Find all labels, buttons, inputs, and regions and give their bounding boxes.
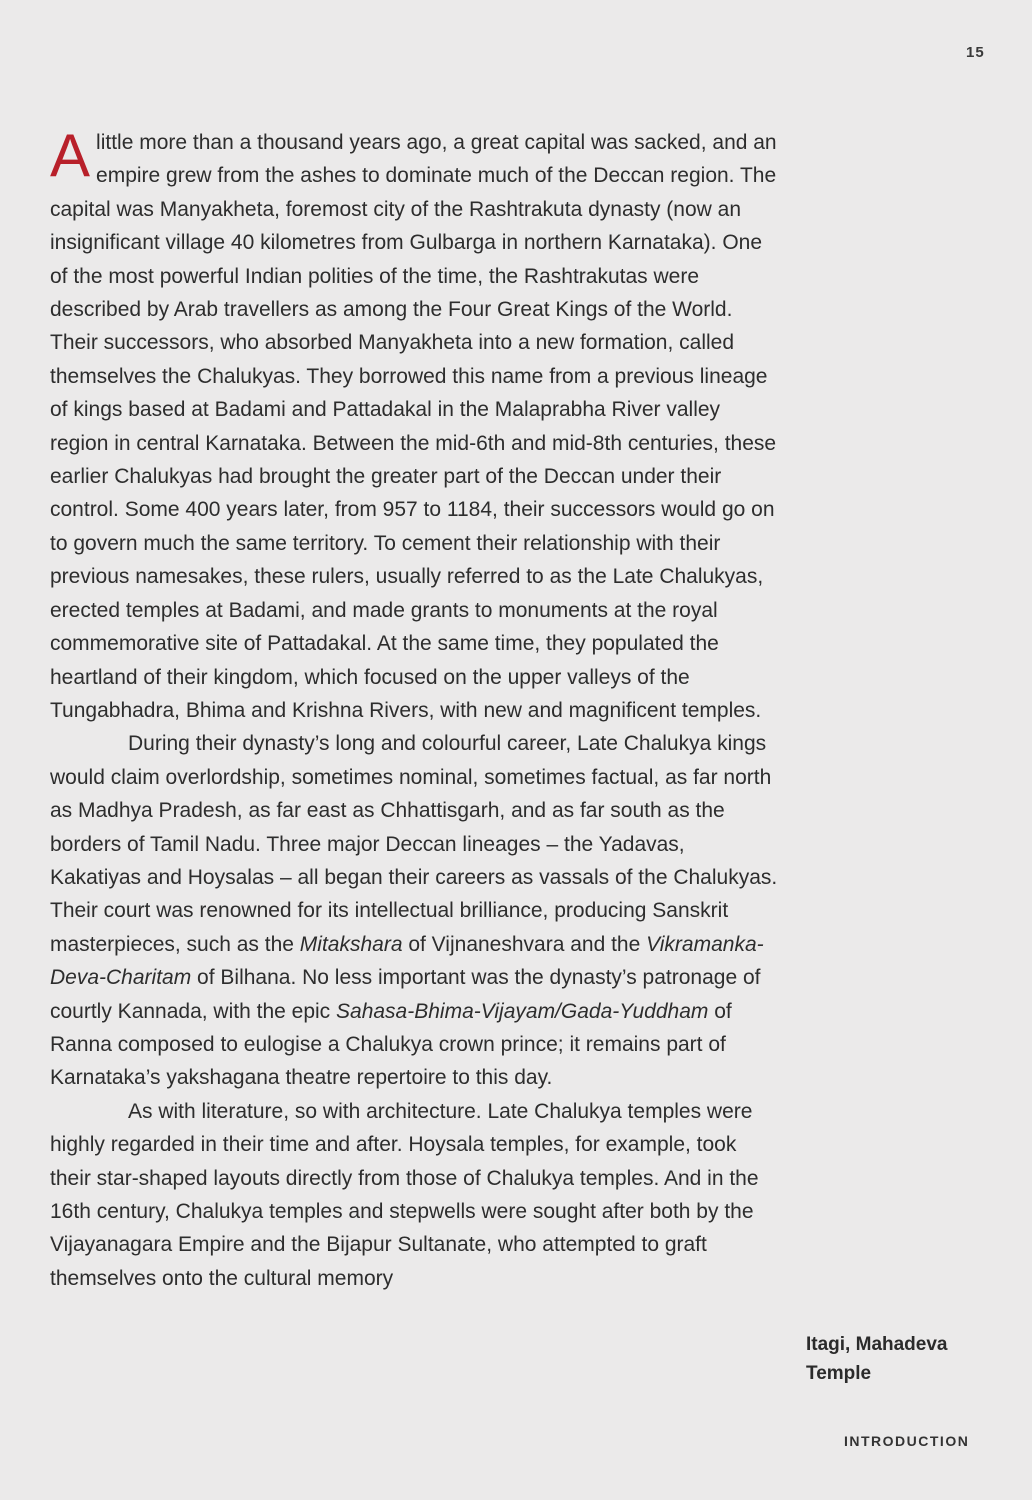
paragraph-3 <box>50 1095 780 1295</box>
paragraph-2 <box>50 727 780 1094</box>
paragraph-2-text-a: During their dynasty’s long and colourful career, Late Chalukya kings would claim overlordship, sometimes nominal, sometimes factual, as far north as Madhya Pradesh, as far east as Chhattisgarh, and as far south as the borders of Tamil Nadu. Three major Deccan lineages – the Yadavas, Kakatiyas and Hoysalas – all began their careers as vassals of the Chalukyas. Their court was renowned for its intellectual brilliance, producing Sanskrit masterpieces, such as the <box>50 732 778 956</box>
caption-line-1: Itagi, Mahadeva <box>806 1334 948 1355</box>
section-label: INTRODUCTION <box>844 1433 970 1449</box>
image-caption <box>806 1330 986 1388</box>
paragraph-1-text: little more than a thousand years ago, a great capital was sacked, and an empire grew from the ashes to dominate much of the Deccan region. The capital was Manyakheta, foremost city of the Rashtrakuta dynasty (now an insignificant village 40 kilometres from Gulbarga in northern Karnataka). One of the most powerful Indian polities of the time, the Rashtrakutas were described by Arab travellers as among the Four Great Kings of the World. Their successors, who absorbed Manyakheta into a new formation, called themselves the Chalukyas. They borrowed this name from a previous lineage of kings based at Badami and Pattadakal in the Malaprabha River valley region in central Karnataka. Between the mid-6th and mid-8th centuries, these earlier Chalukyas had brought the greater part of the Deccan under their control. Some 400 years later, from 957 to 1184, their successors would go on to govern much the same territory. To cement their relationship with their previous namesakes, these rulers, usually referred to as the Late Chalukyas, erected temples at Badami, and made grants to monuments at the royal commemorative site of Pattadakal. At the same time, they populated the heartland of their kingdom, which focused on the upper valleys of the Tungabhadra, Bhima and Krishna Rivers, with new and magnificent temples. <box>50 131 777 722</box>
page-number: 15 <box>966 44 985 61</box>
paragraph-2-text-c: of Bilhana. No less important was the dynasty’s patronage of courtly Kannada, with the epic <box>50 966 761 1023</box>
title-vikramanka: Vikramanka-Deva-Charitam <box>50 932 764 990</box>
paragraph-3-text: As with literature, so with architecture. Late Chalukya temples were highly regarded in their time and after. Hoysala temples, for example, took their star-shaped layouts directly from those of Chalukya temples. And in the 16th century, Chalukya temples and stepwells were sought after both by the Vijayanagara Empire and the Bijapur Sultanate, who attempted to graft themselves onto the cultural memory <box>50 1099 759 1290</box>
main-text <box>50 122 780 1295</box>
title-mitakshara: Mitakshara <box>299 932 403 956</box>
title-sahasa-bhima: Sahasa-Bhima-Vijayam/Gada-Yuddham <box>336 999 709 1023</box>
paragraph-1 <box>50 122 780 727</box>
drop-cap: A <box>50 122 91 189</box>
paragraph-2-text-d: of Ranna composed to eulogise a Chalukya crown prince; it remains part of Karnataka’s yakshagana theatre repertoire to this day. <box>50 999 732 1090</box>
paragraph-2-text-b: of Vijnaneshvara and the <box>402 932 647 956</box>
caption-line-2: Temple <box>806 1363 872 1384</box>
